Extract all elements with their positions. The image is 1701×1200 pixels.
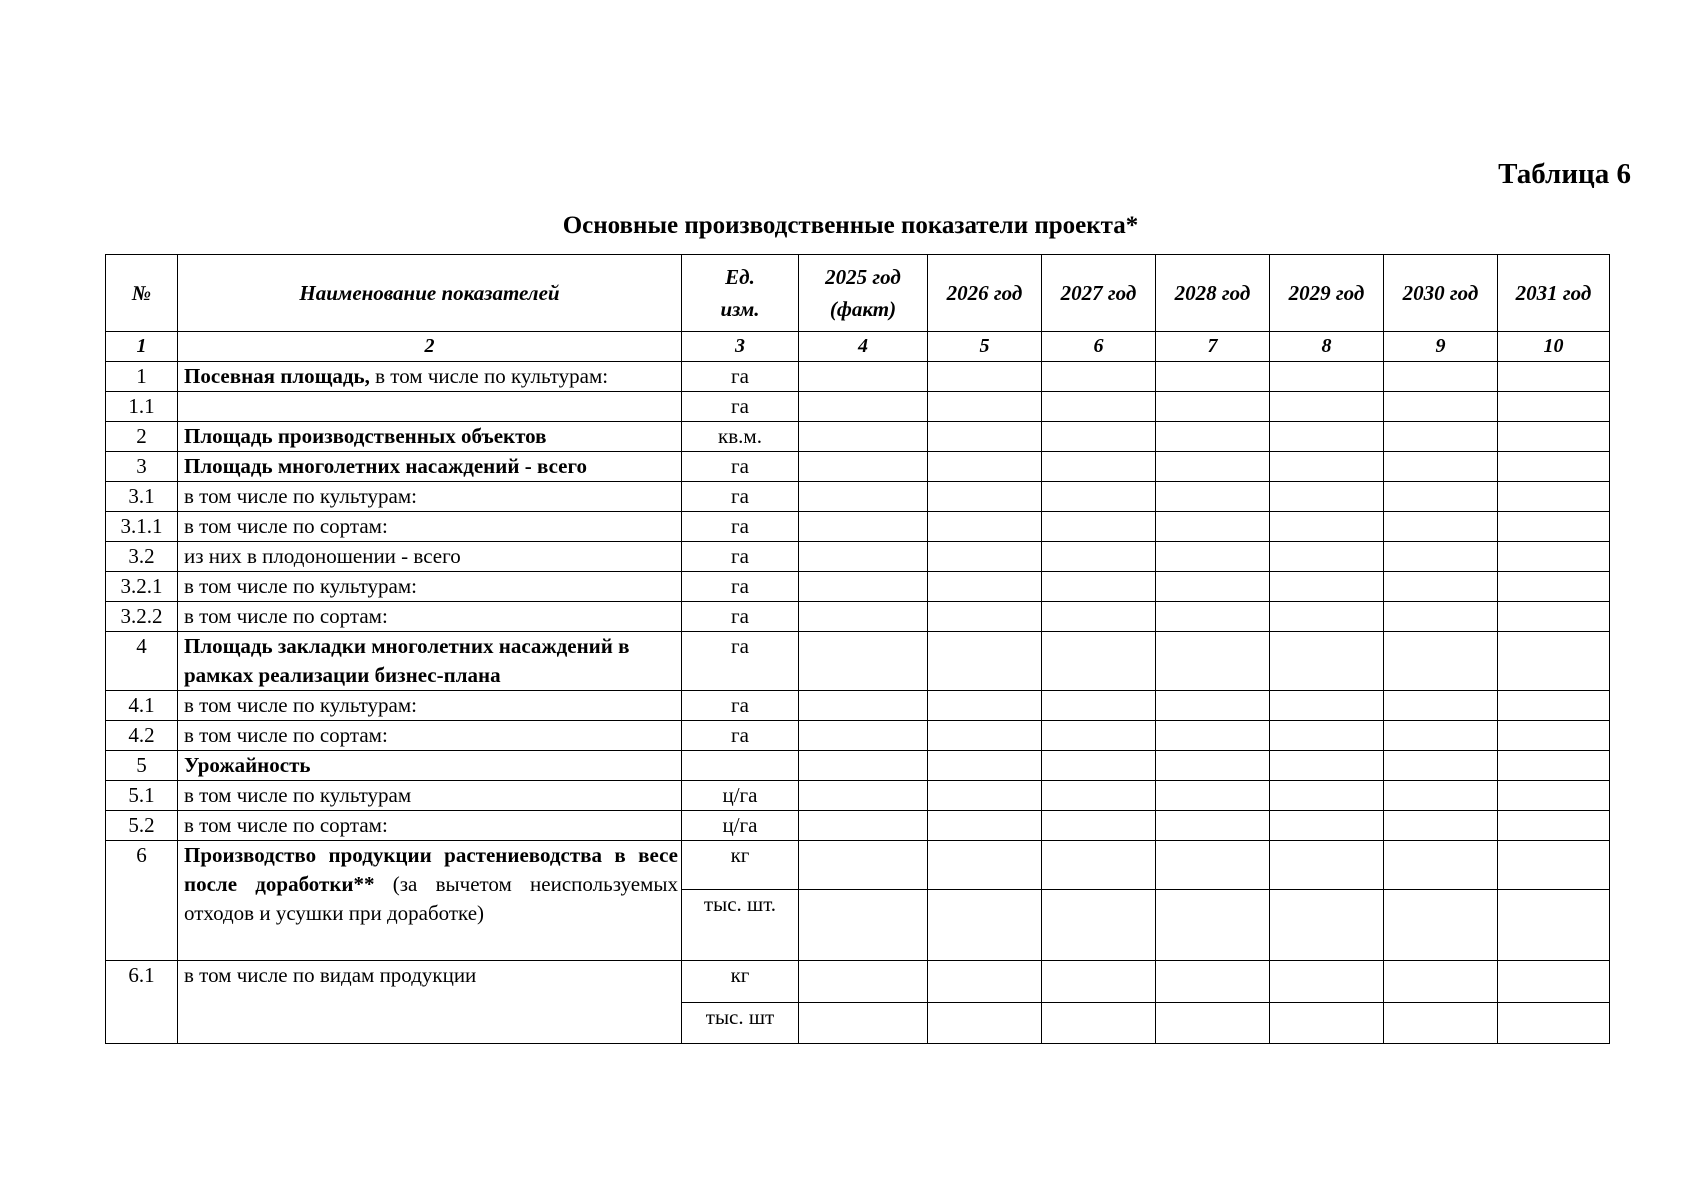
- value-cell: [799, 890, 928, 961]
- value-cell: [1270, 751, 1384, 781]
- header-no: №: [106, 255, 178, 332]
- value-cell: [1498, 392, 1610, 422]
- table-row: [106, 602, 1610, 632]
- row-name: в том числе по сортам:: [178, 512, 682, 542]
- row-unit: га: [682, 691, 799, 721]
- row-unit: га: [682, 482, 799, 512]
- row-unit: га: [682, 721, 799, 751]
- value-cell: [1498, 751, 1610, 781]
- table-row: [106, 841, 1610, 890]
- value-cell: [928, 362, 1042, 392]
- row-unit: тыс. шт: [682, 1003, 799, 1044]
- row-number: 3.2: [106, 542, 178, 572]
- row-unit: га: [682, 362, 799, 392]
- row-unit: га: [682, 632, 799, 691]
- column-number: 1: [106, 332, 178, 362]
- row-name: Площадь закладки многолетних насаждений в рамках реализации бизнес-плана: [178, 632, 682, 691]
- table-row: [106, 362, 1610, 392]
- row-unit: кг: [682, 841, 799, 890]
- value-cell: [799, 841, 928, 890]
- table-number: Таблица 6: [1498, 158, 1631, 190]
- row-name: Площадь многолетних насаждений - всего: [178, 452, 682, 482]
- value-cell: [1042, 542, 1156, 572]
- value-cell: [799, 452, 928, 482]
- value-cell: [1270, 452, 1384, 482]
- row-number: 2: [106, 422, 178, 452]
- value-cell: [1270, 841, 1384, 890]
- row-unit: га: [682, 602, 799, 632]
- row-number: 4.2: [106, 721, 178, 751]
- value-cell: [928, 890, 1042, 961]
- value-cell: [1042, 602, 1156, 632]
- value-cell: [1498, 602, 1610, 632]
- value-cell: [1156, 721, 1270, 751]
- value-cell: [928, 452, 1042, 482]
- value-cell: [1270, 811, 1384, 841]
- column-number: 2: [178, 332, 682, 362]
- value-cell: [1156, 602, 1270, 632]
- value-cell: [1156, 512, 1270, 542]
- value-cell: [1156, 811, 1270, 841]
- value-cell: [799, 721, 928, 751]
- header-unit-line1: Ед.: [725, 265, 755, 289]
- value-cell: [1270, 691, 1384, 721]
- value-cell: [799, 691, 928, 721]
- table-row: [106, 721, 1610, 751]
- value-cell: [799, 811, 928, 841]
- header-2030: 2030 год: [1384, 255, 1498, 332]
- value-cell: [1498, 542, 1610, 572]
- value-cell: [1498, 890, 1610, 961]
- value-cell: [1384, 452, 1498, 482]
- header-name: Наименование показателей: [178, 255, 682, 332]
- header-2025-line2: (факт): [829, 297, 897, 321]
- table-row: [106, 422, 1610, 452]
- row-name: в том числе по сортам:: [178, 811, 682, 841]
- row-number: 3.1: [106, 482, 178, 512]
- value-cell: [1498, 721, 1610, 751]
- row-unit: [682, 751, 799, 781]
- table-row: [106, 572, 1610, 602]
- value-cell: [1156, 890, 1270, 961]
- table-row: [106, 542, 1610, 572]
- value-cell: [1042, 751, 1156, 781]
- value-cell: [799, 632, 928, 691]
- column-number: 10: [1498, 332, 1610, 362]
- table-row: [106, 392, 1610, 422]
- row-number: 1: [106, 362, 178, 392]
- row-number: 3.2.1: [106, 572, 178, 602]
- table-row: [106, 961, 1610, 1003]
- value-cell: [1384, 422, 1498, 452]
- column-number: 3: [682, 332, 799, 362]
- value-cell: [1384, 362, 1498, 392]
- header-2025: [799, 255, 928, 332]
- value-cell: [928, 1003, 1042, 1044]
- value-cell: [1042, 572, 1156, 602]
- value-cell: [1042, 781, 1156, 811]
- value-cell: [1384, 961, 1498, 1003]
- value-cell: [1270, 1003, 1384, 1044]
- header-unit: [682, 255, 799, 332]
- value-cell: [1270, 422, 1384, 452]
- value-cell: [1042, 452, 1156, 482]
- value-cell: [1156, 781, 1270, 811]
- row-unit: ц/га: [682, 811, 799, 841]
- value-cell: [799, 751, 928, 781]
- value-cell: [799, 392, 928, 422]
- row-name: [178, 362, 682, 392]
- value-cell: [1384, 841, 1498, 890]
- value-cell: [1270, 721, 1384, 751]
- value-cell: [1270, 602, 1384, 632]
- row-unit: га: [682, 392, 799, 422]
- value-cell: [1498, 512, 1610, 542]
- row-name: в том числе по сортам:: [178, 721, 682, 751]
- header-unit-line2: изм.: [720, 297, 760, 321]
- value-cell: [1270, 542, 1384, 572]
- value-cell: [1042, 890, 1156, 961]
- table-row: [106, 781, 1610, 811]
- value-cell: [1498, 632, 1610, 691]
- value-cell: [1042, 721, 1156, 751]
- value-cell: [1156, 422, 1270, 452]
- column-number: 9: [1384, 332, 1498, 362]
- value-cell: [928, 512, 1042, 542]
- row-unit: га: [682, 572, 799, 602]
- value-cell: [1270, 961, 1384, 1003]
- value-cell: [928, 542, 1042, 572]
- value-cell: [799, 781, 928, 811]
- row-name: в том числе по культурам: [178, 781, 682, 811]
- value-cell: [1270, 890, 1384, 961]
- value-cell: [928, 482, 1042, 512]
- row-number: 4: [106, 632, 178, 691]
- column-number: 7: [1156, 332, 1270, 362]
- row-name: в том числе по сортам:: [178, 602, 682, 632]
- value-cell: [928, 422, 1042, 452]
- table-row: [106, 482, 1610, 512]
- value-cell: [928, 811, 1042, 841]
- header-2025-line1: 2025 год: [825, 265, 901, 289]
- value-cell: [1384, 602, 1498, 632]
- header-2026: 2026 год: [928, 255, 1042, 332]
- value-cell: [1042, 512, 1156, 542]
- value-cell: [928, 632, 1042, 691]
- column-number-row: [106, 332, 1610, 362]
- value-cell: [799, 602, 928, 632]
- row-name: Площадь производственных объектов: [178, 422, 682, 452]
- value-cell: [1384, 691, 1498, 721]
- value-cell: [1042, 392, 1156, 422]
- value-cell: [1042, 422, 1156, 452]
- value-cell: [1498, 841, 1610, 890]
- value-cell: [928, 781, 1042, 811]
- row-name: в том числе по культурам:: [178, 691, 682, 721]
- table-row: [106, 811, 1610, 841]
- row-name: [178, 392, 682, 422]
- row-unit: га: [682, 542, 799, 572]
- value-cell: [1156, 392, 1270, 422]
- value-cell: [1498, 781, 1610, 811]
- row-name-rest: (за вычетом неиспользуемых отходов и усушки при доработке): [184, 872, 678, 925]
- column-number: 8: [1270, 332, 1384, 362]
- row-number: 5.2: [106, 811, 178, 841]
- row-name-rest: в том числе по культурам:: [369, 364, 609, 388]
- row-name: из них в плодоношении - всего: [178, 542, 682, 572]
- row-number: 3.1.1: [106, 512, 178, 542]
- value-cell: [1270, 781, 1384, 811]
- value-cell: [799, 422, 928, 452]
- value-cell: [1156, 961, 1270, 1003]
- value-cell: [1384, 392, 1498, 422]
- row-name: в том числе по культурам:: [178, 482, 682, 512]
- value-cell: [1498, 1003, 1610, 1044]
- value-cell: [1270, 572, 1384, 602]
- header-row: [106, 255, 1610, 332]
- row-number: 5: [106, 751, 178, 781]
- value-cell: [1384, 721, 1498, 751]
- value-cell: [1270, 392, 1384, 422]
- value-cell: [928, 572, 1042, 602]
- value-cell: [1498, 452, 1610, 482]
- value-cell: [1042, 362, 1156, 392]
- value-cell: [1384, 1003, 1498, 1044]
- value-cell: [1498, 422, 1610, 452]
- value-cell: [928, 961, 1042, 1003]
- row-unit: тыс. шт.: [682, 890, 799, 961]
- value-cell: [1270, 482, 1384, 512]
- row-unit: га: [682, 512, 799, 542]
- table-title: Основные производственные показатели проекта*: [562, 212, 1139, 239]
- value-cell: [928, 392, 1042, 422]
- value-cell: [1270, 632, 1384, 691]
- row-number: 3.2.2: [106, 602, 178, 632]
- row-unit: кг: [682, 961, 799, 1003]
- table-row: [106, 751, 1610, 781]
- row-name-bold: Производство продукции растениеводства в весе после доработки**: [184, 843, 678, 896]
- value-cell: [1384, 781, 1498, 811]
- value-cell: [928, 721, 1042, 751]
- value-cell: [1156, 542, 1270, 572]
- value-cell: [1498, 691, 1610, 721]
- row-number: 6: [106, 841, 178, 961]
- production-indicators-table: [105, 254, 1610, 1044]
- value-cell: [1498, 572, 1610, 602]
- value-cell: [799, 482, 928, 512]
- value-cell: [799, 1003, 928, 1044]
- value-cell: [1042, 811, 1156, 841]
- table-row: [106, 452, 1610, 482]
- value-cell: [1498, 961, 1610, 1003]
- row-number: 6.1: [106, 961, 178, 1044]
- value-cell: [1042, 961, 1156, 1003]
- column-number: 6: [1042, 332, 1156, 362]
- value-cell: [1042, 1003, 1156, 1044]
- value-cell: [1384, 811, 1498, 841]
- value-cell: [1042, 691, 1156, 721]
- value-cell: [1042, 841, 1156, 890]
- value-cell: [799, 961, 928, 1003]
- value-cell: [1384, 572, 1498, 602]
- header-2031: 2031 год: [1498, 255, 1610, 332]
- value-cell: [1384, 751, 1498, 781]
- value-cell: [1156, 362, 1270, 392]
- value-cell: [1498, 811, 1610, 841]
- row-number: 4.1: [106, 691, 178, 721]
- row-number: 3: [106, 452, 178, 482]
- row-name: в том числе по культурам:: [178, 572, 682, 602]
- value-cell: [1270, 512, 1384, 542]
- table-row: [106, 691, 1610, 721]
- value-cell: [1498, 362, 1610, 392]
- value-cell: [1156, 1003, 1270, 1044]
- value-cell: [1156, 572, 1270, 602]
- value-cell: [1156, 751, 1270, 781]
- header-2028: 2028 год: [1156, 255, 1270, 332]
- column-number: 4: [799, 332, 928, 362]
- value-cell: [1384, 890, 1498, 961]
- row-unit: ц/га: [682, 781, 799, 811]
- table-row: [106, 512, 1610, 542]
- header-2029: 2029 год: [1270, 255, 1384, 332]
- value-cell: [799, 362, 928, 392]
- value-cell: [799, 542, 928, 572]
- value-cell: [1384, 512, 1498, 542]
- value-cell: [1384, 482, 1498, 512]
- value-cell: [799, 512, 928, 542]
- row-name: Урожайность: [178, 751, 682, 781]
- value-cell: [928, 691, 1042, 721]
- row-name: [178, 841, 682, 961]
- value-cell: [1498, 482, 1610, 512]
- value-cell: [1156, 691, 1270, 721]
- row-name-bold: Посевная площадь,: [184, 364, 370, 388]
- value-cell: [1270, 362, 1384, 392]
- value-cell: [1156, 841, 1270, 890]
- value-cell: [1156, 482, 1270, 512]
- value-cell: [799, 572, 928, 602]
- column-number: 5: [928, 332, 1042, 362]
- value-cell: [928, 841, 1042, 890]
- value-cell: [1042, 482, 1156, 512]
- value-cell: [1042, 632, 1156, 691]
- value-cell: [928, 602, 1042, 632]
- value-cell: [1156, 632, 1270, 691]
- row-number: 1.1: [106, 392, 178, 422]
- row-number: 5.1: [106, 781, 178, 811]
- value-cell: [1384, 632, 1498, 691]
- row-unit: кв.м.: [682, 422, 799, 452]
- value-cell: [1156, 452, 1270, 482]
- table-row: [106, 632, 1610, 691]
- row-name: в том числе по видам продукции: [178, 961, 682, 1044]
- value-cell: [928, 751, 1042, 781]
- value-cell: [1384, 542, 1498, 572]
- header-2027: 2027 год: [1042, 255, 1156, 332]
- row-unit: га: [682, 452, 799, 482]
